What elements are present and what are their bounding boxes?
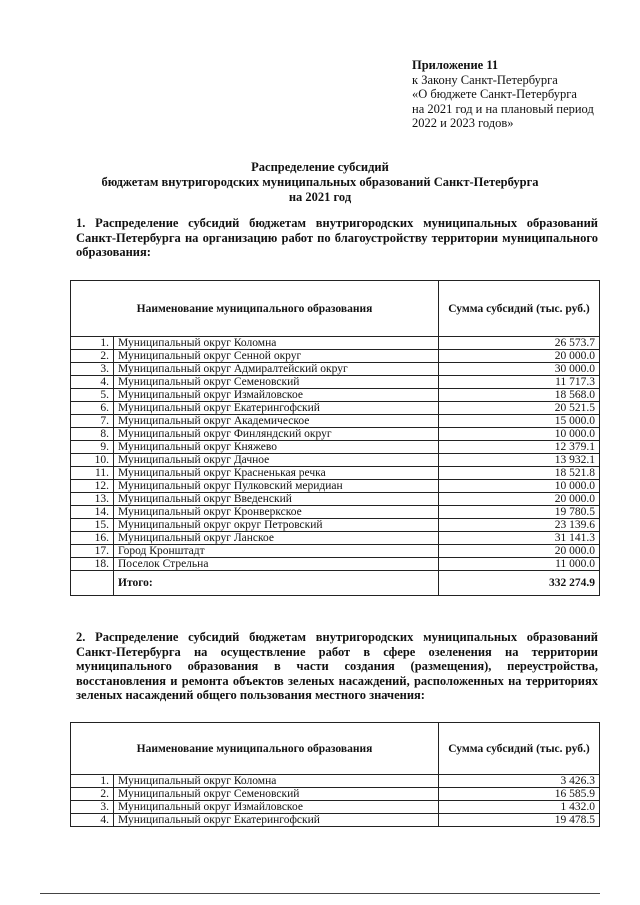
subsidy-amount: 10 000.0 [439,480,600,493]
appendix-line: на 2021 год и на плановый период [412,101,594,116]
total-blank [71,571,114,596]
row-number: 13. [71,493,114,506]
row-number: 5. [71,389,114,402]
title-line: на 2021 год [288,190,352,204]
row-number: 6. [71,402,114,415]
document-title [0,160,640,205]
subsidy-amount: 18 568.0 [439,389,600,402]
row-number: 2. [71,788,114,801]
municipality-name: Муниципальный округ Коломна [114,775,439,788]
subsidy-amount: 15 000.0 [439,415,600,428]
appendix-line: 2022 и 2023 годов» [412,116,514,130]
municipality-name: Муниципальный округ Академическое [114,415,439,428]
municipality-name: Муниципальный округ Кронверкское [114,506,439,519]
row-number: 12. [71,480,114,493]
subsidy-amount: 11 717.3 [439,376,600,389]
appendix-title: Приложение 11 [412,58,499,72]
municipality-name: Муниципальный округ Ланское [114,532,439,545]
subsidy-amount: 20 000.0 [439,350,600,363]
subsidy-amount: 13 932.1 [439,454,600,467]
section1-heading: 1. Распределение субсидий бюджетам внутригородских муниципальных образований Санкт-Петербурга на организацию работ по благоустройству территории муниципального образования: [76,216,598,259]
table-row [71,376,600,389]
row-number: 8. [71,428,114,441]
appendix-block [412,58,594,131]
column-header-name: Наименование муниципального образования [71,723,439,775]
table-row [71,441,600,454]
table-row [71,363,600,376]
table-header [71,723,600,775]
subsidy-amount: 26 573.7 [439,337,600,350]
subsidy-amount: 1 432.0 [439,801,600,814]
subsidy-amount: 12 379.1 [439,441,600,454]
total-row [71,571,600,596]
subsidy-amount: 10 000.0 [439,428,600,441]
column-header-name: Наименование муниципального образования [71,281,439,337]
table-row [71,428,600,441]
total-label: Итого: [114,571,439,596]
table-row [71,519,600,532]
table-row [71,389,600,402]
section2-table [70,722,600,827]
section1-table [70,280,600,596]
appendix-line: к Закону Санкт-Петербурга [412,72,558,87]
row-number: 3. [71,801,114,814]
page-bottom-rule [40,893,600,894]
table-row [71,814,600,827]
row-number: 1. [71,775,114,788]
table-row [71,337,600,350]
row-number: 2. [71,350,114,363]
row-number: 7. [71,415,114,428]
subsidy-amount: 16 585.9 [439,788,600,801]
row-number: 17. [71,545,114,558]
table-row [71,415,600,428]
row-number: 14. [71,506,114,519]
table-row [71,493,600,506]
title-line: бюджетам внутригородских муниципальных образований Санкт-Петербурга [101,175,539,189]
subsidy-amount: 31 141.3 [439,532,600,545]
table-row [71,801,600,814]
subsidy-amount: 11 000.0 [439,558,600,571]
table-row [71,467,600,480]
municipality-name: Муниципальный округ Коломна [114,337,439,350]
row-number: 4. [71,814,114,827]
municipality-name: Муниципальный округ Дачное [114,454,439,467]
municipality-name: Муниципальный округ Семеновский [114,788,439,801]
row-number: 10. [71,454,114,467]
municipality-name: Муниципальный округ Екатерингофский [114,814,439,827]
table-row [71,402,600,415]
municipality-name: Муниципальный округ Семеновский [114,376,439,389]
column-header-sum: Сумма субсидий (тыс. руб.) [439,723,600,775]
subsidy-amount: 3 426.3 [439,775,600,788]
row-number: 9. [71,441,114,454]
municipality-name: Муниципальный округ Красненькая речка [114,467,439,480]
row-number: 4. [71,376,114,389]
subsidy-amount: 20 521.5 [439,402,600,415]
appendix-line: «О бюджете Санкт-Петербурга [412,87,577,101]
municipality-name: Муниципальный округ Адмиралтейский округ [114,363,439,376]
municipality-name: Муниципальный округ Введенский [114,493,439,506]
table-row [71,545,600,558]
subsidy-amount: 18 521.8 [439,467,600,480]
row-number: 11. [71,467,114,480]
subsidy-amount: 30 000.0 [439,363,600,376]
section2-heading: 2. Распределение субсидий бюджетам внутригородских муниципальных образований Санкт-Петербурга на осуществление работ в сфере озеленения на территории муниципального образования в части создания (размещения), переустройства, восстановления и ремонта объектов зеленых насаждений, расположенных на территориях зеленых насаждений общего пользования местного значения: [76,630,598,702]
subsidy-amount: 20 000.0 [439,545,600,558]
subsidy-amount: 23 139.6 [439,519,600,532]
row-number: 1. [71,337,114,350]
column-header-sum: Сумма субсидий (тыс. руб.) [439,281,600,337]
municipality-name: Муниципальный округ Измайловское [114,389,439,402]
municipality-name: Муниципальный округ округ Петровский [114,519,439,532]
municipality-name: Поселок Стрельна [114,558,439,571]
table-row [71,480,600,493]
municipality-name: Муниципальный округ Пулковский меридиан [114,480,439,493]
table-row [71,775,600,788]
table-row [71,350,600,363]
title-line: Распределение субсидий [251,160,389,174]
total-amount: 332 274.9 [439,571,600,596]
municipality-name: Муниципальный округ Финляндский округ [114,428,439,441]
table-row [71,558,600,571]
municipality-name: Муниципальный округ Измайловское [114,801,439,814]
table-row [71,788,600,801]
municipality-name: Муниципальный округ Княжево [114,441,439,454]
subsidy-amount: 20 000.0 [439,493,600,506]
row-number: 15. [71,519,114,532]
municipality-name: Город Кронштадт [114,545,439,558]
subsidy-amount: 19 780.5 [439,506,600,519]
row-number: 3. [71,363,114,376]
row-number: 18. [71,558,114,571]
table-row [71,454,600,467]
municipality-name: Муниципальный округ Екатерингофский [114,402,439,415]
subsidy-amount: 19 478.5 [439,814,600,827]
municipality-name: Муниципальный округ Сенной округ [114,350,439,363]
table-header [71,281,600,337]
table-row [71,506,600,519]
row-number: 16. [71,532,114,545]
table-row [71,532,600,545]
